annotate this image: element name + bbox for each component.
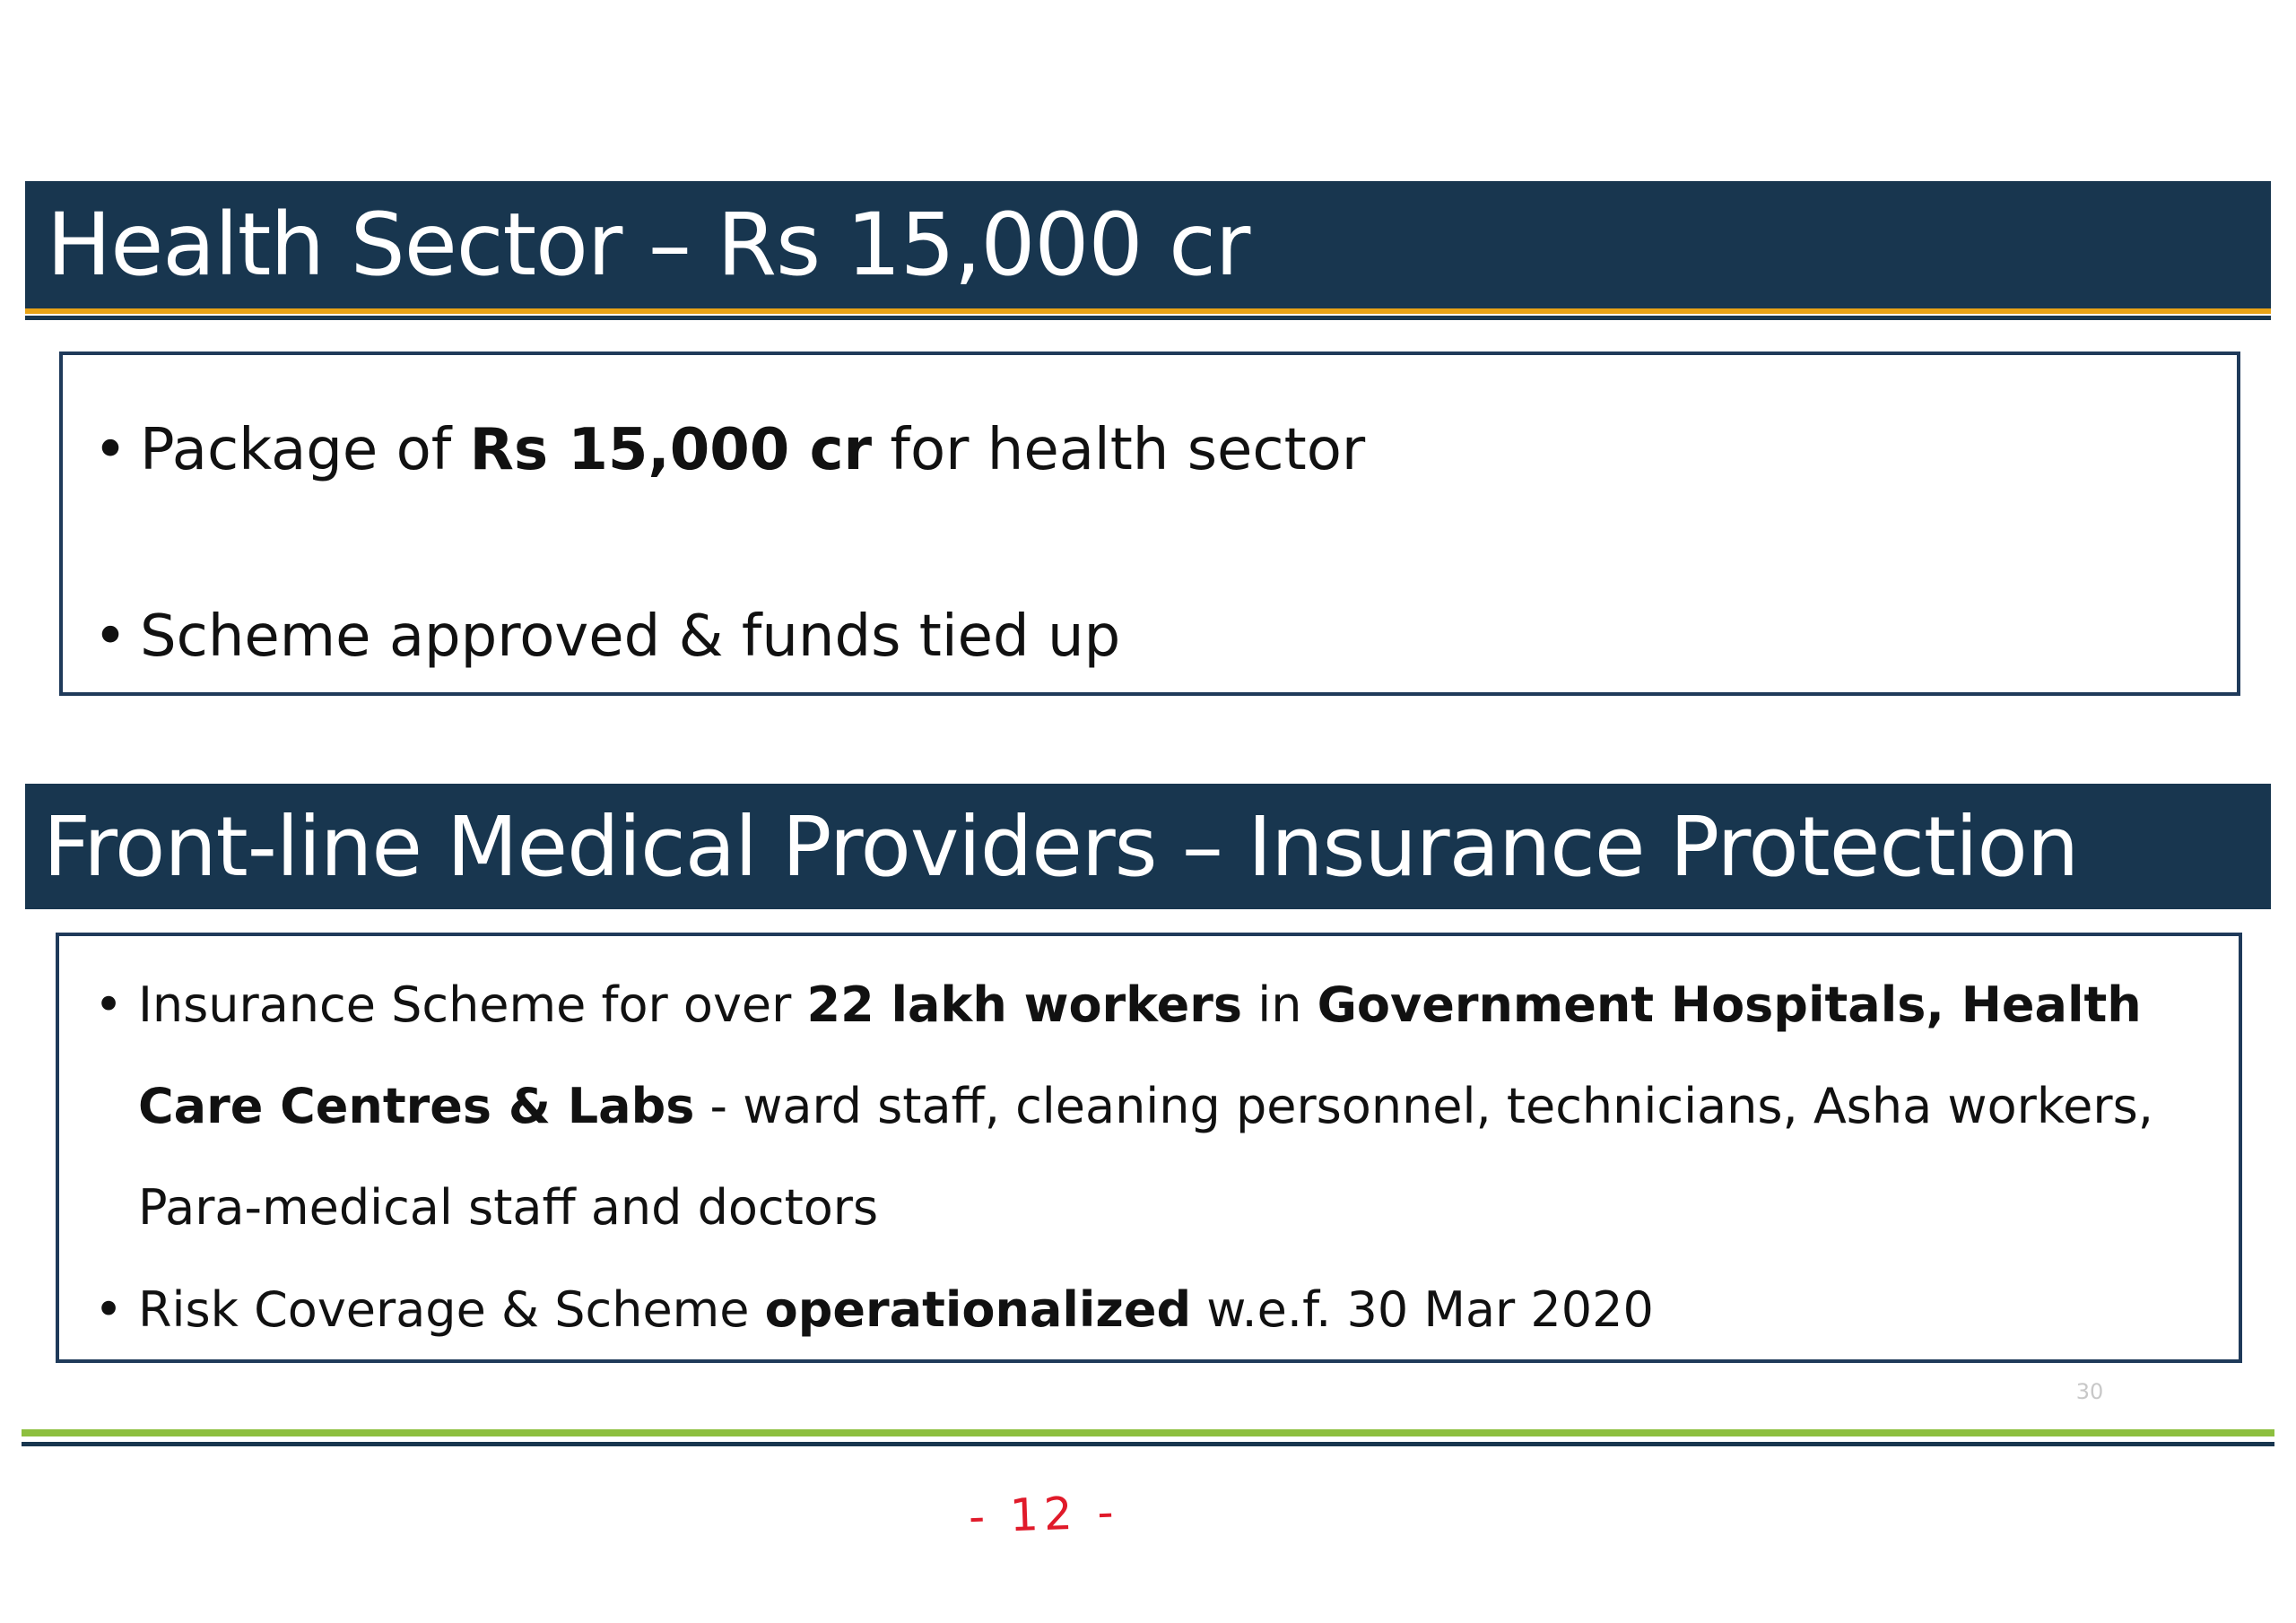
section-health-content-box (59, 352, 2240, 696)
bullet-text: Risk Coverage & Scheme operationalized w.e.f. 30 Mar 2020 (138, 1281, 1654, 1338)
section-insurance-title: Front-line Medical Providers – Insurance Protection (43, 798, 2079, 895)
bullet-dot-icon: • (94, 1281, 123, 1338)
footer-navy-line (22, 1442, 2274, 1446)
list-item (81, 414, 2203, 486)
bullet-text: Package of Rs 15,000 cr for health sector (140, 417, 1366, 483)
footer-green-line (22, 1429, 2274, 1436)
section-health-title: Health Sector – Rs 15,000 cr (47, 195, 1250, 295)
title-accent-orange-line (25, 308, 2271, 314)
bullet-dot-icon: • (93, 417, 127, 483)
section-insurance-title-bar (25, 784, 2271, 909)
list-item (81, 601, 2203, 673)
section-health-title-bar (25, 181, 2271, 308)
bullet-text: Insurance Scheme for over 22 lakh workers in Government Hospitals, Health Care Centres & Labs - ward staff, cleaning personnel, technicians, Asha workers, Para-medical staff and doctors (138, 976, 2153, 1236)
slide-number: 30 (2075, 1379, 2104, 1404)
bullet-dot-icon: • (93, 603, 127, 670)
list-item (79, 954, 2183, 1258)
bullet-text: Scheme approved & funds tied up (140, 603, 1121, 670)
list-item (79, 1259, 2183, 1360)
title-accent-navy-line (25, 316, 2271, 320)
bullet-dot-icon: • (94, 976, 123, 1033)
section-insurance-content-box (56, 933, 2242, 1363)
handwritten-page-number: - 12 - (968, 1486, 1120, 1543)
